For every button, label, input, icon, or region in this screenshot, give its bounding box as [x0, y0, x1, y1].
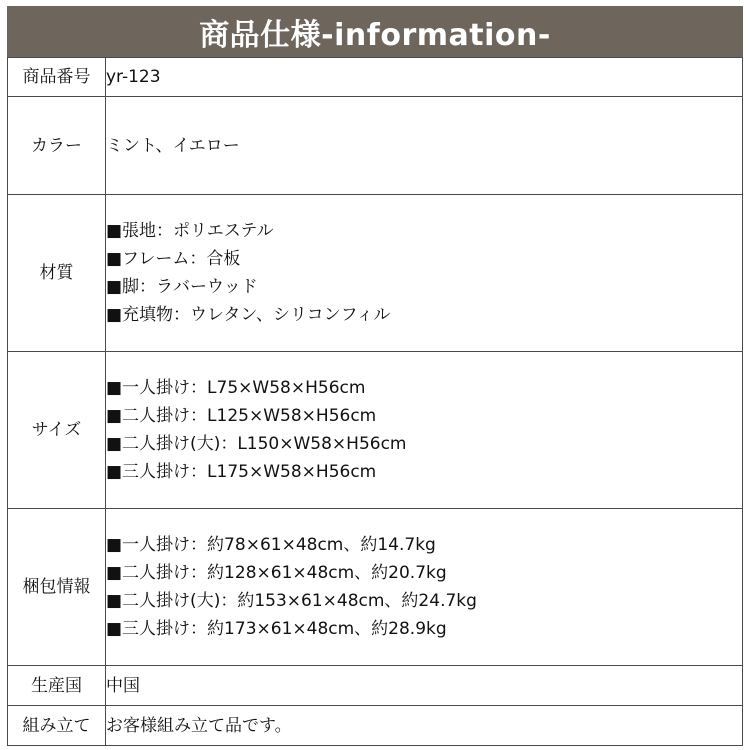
- label-assembly: 組み立て: [8, 706, 106, 746]
- label-size: サイズ: [8, 352, 106, 509]
- material-line: ■充填物：ウレタン、シリコンフィル: [106, 305, 391, 325]
- value-size: [106, 352, 743, 509]
- value-product-number: yr-123: [106, 58, 743, 97]
- row-size: [8, 352, 743, 509]
- material-line: ■フレーム：合板: [106, 249, 241, 269]
- spec-table: [7, 57, 743, 746]
- packaging-line: ■三人掛け：約173×61×48cm、約28.9kg: [106, 619, 447, 639]
- material-line: ■脚：ラバーウッド: [106, 277, 258, 297]
- size-line: ■二人掛け(大)：L150×W58×H56cm: [106, 434, 407, 454]
- spec-title: 商品仕様-information-: [199, 17, 551, 53]
- value-packaging: [106, 509, 743, 666]
- label-product-number: 商品番号: [8, 58, 106, 97]
- material-line: ■張地：ポリエステル: [106, 221, 274, 241]
- label-origin: 生産国: [8, 666, 106, 706]
- size-line: ■一人掛け：L75×W58×H56cm: [106, 378, 366, 398]
- product-spec-sheet: [7, 6, 743, 746]
- size-line: ■三人掛け：L175×W58×H56cm: [106, 462, 377, 482]
- label-material: 材質: [8, 195, 106, 352]
- value-material: [106, 195, 743, 352]
- row-origin: [8, 666, 743, 706]
- row-product-number: [8, 58, 743, 97]
- row-assembly: [8, 706, 743, 746]
- packaging-line: ■一人掛け：約78×61×48cm、約14.7kg: [106, 535, 436, 555]
- row-packaging: [8, 509, 743, 666]
- packaging-line: ■二人掛け：約128×61×48cm、約20.7kg: [106, 563, 447, 583]
- row-color: [8, 97, 743, 195]
- spec-header: [7, 6, 743, 57]
- value-origin: 中国: [106, 666, 743, 706]
- label-packaging: 梱包情報: [8, 509, 106, 666]
- packaging-line: ■二人掛け(大)：約153×61×48cm、約24.7kg: [106, 591, 477, 611]
- value-assembly: お客様組み立て品です。: [106, 706, 743, 746]
- label-color: カラー: [8, 97, 106, 195]
- row-material: [8, 195, 743, 352]
- size-line: ■二人掛け：L125×W58×H56cm: [106, 406, 377, 426]
- value-color: ミント、イエロー: [106, 97, 743, 195]
